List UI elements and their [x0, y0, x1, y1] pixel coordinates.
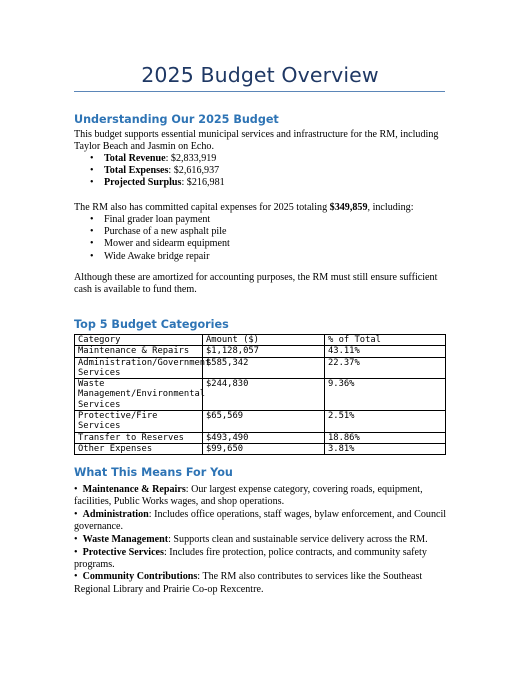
- section-heading-meaning: What This Means For You: [74, 466, 233, 479]
- category-cell: Other Expenses: [75, 443, 203, 454]
- percent-cell: 2.51%: [325, 411, 446, 433]
- item-label: Community Contributions: [82, 571, 198, 583]
- column-header: % of Total: [325, 335, 446, 346]
- category-cell: Maintenance & Repairs: [75, 346, 203, 357]
- list-item: [74, 509, 449, 533]
- bullet: •: [74, 571, 78, 583]
- amount-cell: $99,650: [203, 443, 325, 454]
- list-item: • Mower and sidearm equipment: [74, 238, 230, 250]
- totals-list: [74, 153, 225, 190]
- item-text: : The RM also contributes to services like the Southeast Regional Library and Prairie Co-op Rexcentre.: [74, 571, 423, 595]
- item-label: Protective Services: [82, 546, 164, 558]
- percent-cell: 43.11%: [325, 346, 446, 357]
- total-value: : $2,616,937: [168, 165, 220, 177]
- total-label: Projected Surplus: [104, 177, 182, 189]
- total-value: : $216,981: [181, 177, 225, 189]
- percent-cell: 22.37%: [325, 357, 446, 379]
- item-text: : Includes fire protection, police contracts, and community safety programs.: [74, 546, 427, 570]
- table-row: [75, 357, 446, 379]
- item-text: : Our largest expense category, covering roads, equipment, facilities, Public Works wages, and shop operations.: [74, 484, 423, 508]
- item-label: Administration: [82, 508, 149, 520]
- bullet: •: [74, 508, 78, 520]
- column-header: Category: [75, 335, 203, 346]
- section-heading-categories: Top 5 Budget Categories: [74, 318, 229, 331]
- total-value: : $2,833,919: [165, 153, 217, 164]
- intro-paragraph: This budget supports essential municipal services and infrastructure for the RM, including Taylor Beach and Jasmin on Echo.: [74, 129, 439, 153]
- capital-paragraph: [74, 202, 454, 214]
- budget-categories-table: [74, 334, 446, 455]
- table-row: [75, 346, 446, 357]
- amount-cell: $1,128,057: [203, 346, 325, 357]
- category-cell: Protective/Fire Services: [75, 411, 203, 433]
- bullet: •: [74, 533, 78, 545]
- amount-cell: $585,342: [203, 357, 325, 379]
- table-row: [75, 443, 446, 454]
- table-row: [75, 379, 446, 411]
- list-item: [74, 547, 449, 571]
- amount-cell: $65,569: [203, 411, 325, 433]
- table-row: [75, 411, 446, 433]
- percent-cell: 18.86%: [325, 432, 446, 443]
- bullet: •: [74, 484, 78, 495]
- list-item: [74, 165, 225, 177]
- capital-text-end: , including:: [367, 202, 414, 213]
- list-item: • Final grader loan payment: [74, 214, 230, 226]
- table-header-row: [75, 335, 446, 346]
- capital-text: The RM also has committed capital expenses for 2025 totaling: [74, 202, 330, 213]
- capital-amount: $349,859: [329, 202, 368, 213]
- list-item: [74, 153, 225, 165]
- section-heading-understanding: Understanding Our 2025 Budget: [74, 113, 279, 126]
- category-cell: Waste Management/Environmental Services: [75, 379, 203, 411]
- item-text: : Supports clean and sustainable service delivery across the RM.: [168, 533, 428, 545]
- item-label: Waste Management: [82, 533, 169, 545]
- total-label: Total Expenses: [104, 165, 169, 177]
- page-title: 2025 Budget Overview: [141, 63, 379, 87]
- column-header: Amount ($): [203, 335, 325, 346]
- table-row: [75, 432, 446, 443]
- list-item: • Wide Awake bridge repair: [74, 251, 230, 263]
- category-cell: Transfer to Reserves: [75, 432, 203, 443]
- percent-cell: 3.81%: [325, 443, 446, 454]
- bullet: •: [74, 546, 78, 558]
- list-item: [74, 177, 225, 189]
- item-text: : Includes office operations, staff wages, bylaw enforcement, and Council governance.: [74, 508, 447, 533]
- amount-cell: $493,490: [203, 432, 325, 443]
- list-item: [74, 534, 449, 546]
- percent-cell: 9.36%: [325, 379, 446, 411]
- list-item: • Purchase of a new asphalt pile: [74, 226, 230, 238]
- title-divider: [74, 91, 445, 92]
- meaning-list: [74, 484, 449, 596]
- category-cell: Administration/Government Services: [75, 357, 203, 379]
- list-item: [74, 484, 449, 508]
- total-label: Total Revenue: [104, 153, 166, 164]
- item-label: Maintenance & Repairs: [82, 484, 186, 495]
- closing-paragraph: Although these are amortized for accounting purposes, the RM must still ensure sufficient cash is available to fund them.: [74, 272, 438, 296]
- list-item: [74, 571, 449, 595]
- amount-cell: $244,830: [203, 379, 325, 411]
- capital-items-list: [74, 214, 230, 263]
